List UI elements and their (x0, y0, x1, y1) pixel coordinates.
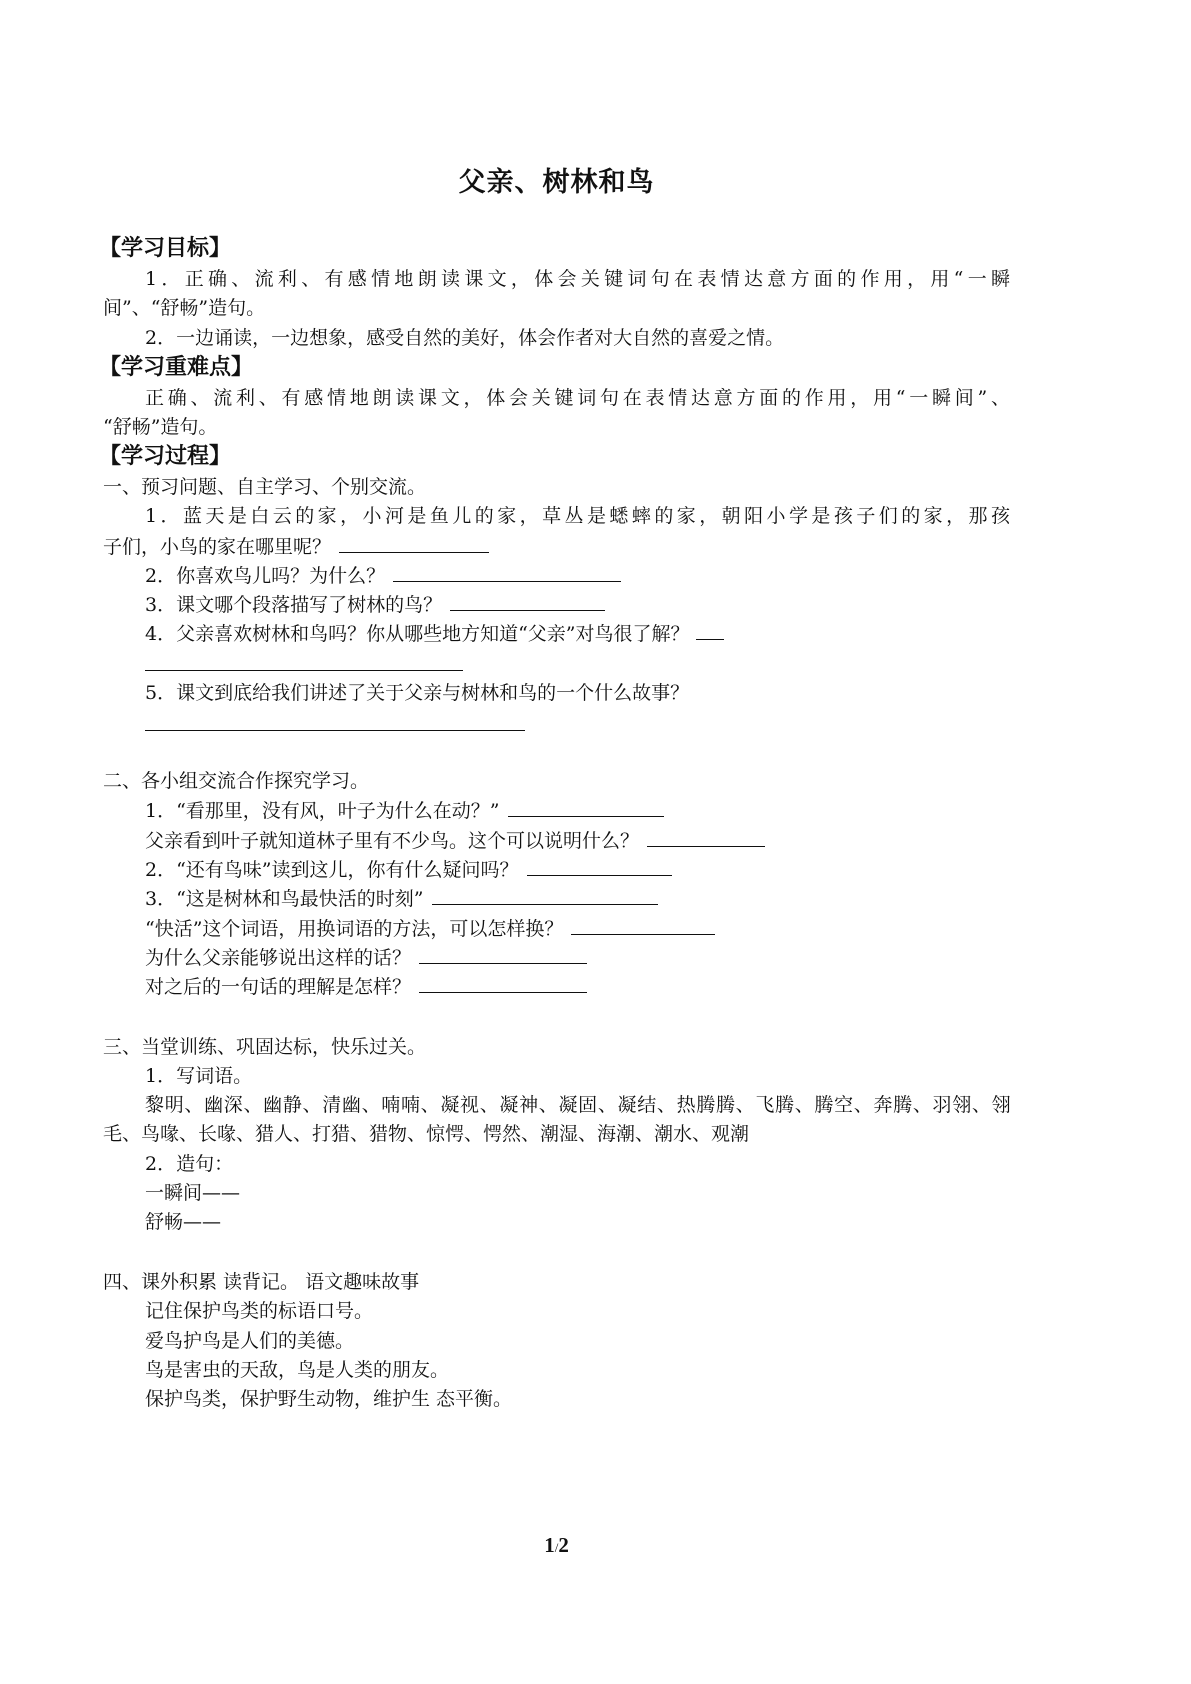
part-2-q3 (145, 884, 658, 914)
vocab-line-1: 黎明、幽深、幽静、清幽、喃喃、凝视、凝神、凝固、凝结、热腾腾、飞腾、腾空、奔腾、羽翎、翎 (145, 1094, 1010, 1116)
goal-1-line-2: 间”、“舒畅”造句。 (103, 297, 266, 319)
part-1-q4-text: 4．父亲喜欢树林和鸟吗？你从哪些地方知道“父亲”对鸟很了解？ (145, 623, 690, 645)
part-3-item-1: 1．写词语。 (145, 1065, 253, 1087)
part-2-q3c (145, 972, 587, 1002)
sentence-prompt-2: 舒畅—— (145, 1211, 222, 1233)
part-1-q3-text: 3．课文哪个段落描写了树林的鸟？ (145, 594, 443, 616)
page-separator: / (554, 1540, 559, 1555)
slogan-3: 保护鸟类，保护野生动物，维护生 态平衡。 (145, 1388, 513, 1410)
part-2-title: 二、各小组交流合作探究学习。 (103, 770, 370, 792)
goal-2: 2．一边诵读，一边想象，感受自然的美好，体会作者对大自然的喜爱之情。 (145, 327, 785, 349)
part-2-q3a (145, 914, 715, 944)
page-current: 1 (544, 1533, 555, 1557)
part-2-q1 (145, 796, 664, 826)
process-heading: 【学习过程】 (99, 444, 232, 469)
part-2-q1-text: 1．“看那里，没有风，叶子为什么在动？” (145, 800, 500, 822)
answer-blank-p2-q1[interactable] (508, 796, 664, 817)
part-3-item-2: 2．造句： (145, 1153, 234, 1175)
answer-blank-p1-q5[interactable] (145, 730, 525, 731)
part-2-q2 (145, 855, 672, 885)
part-3-title: 三、当堂训练、巩固达标，快乐过关。 (103, 1036, 427, 1058)
part-1-q1-line-2 (103, 532, 489, 562)
part-1-title: 一、预习问题、自主学习、个别交流。 (103, 476, 427, 498)
slogan-intro: 记住保护鸟类的标语口号。 (145, 1300, 374, 1322)
key-points-line-2: “舒畅”造句。 (103, 416, 218, 438)
answer-blank-p1-q3[interactable] (450, 590, 605, 611)
answer-blank-p2-q3c[interactable] (419, 972, 587, 993)
part-1-q2-text: 2．你喜欢鸟儿吗？为什么？ (145, 565, 386, 587)
part-2-q3a-text: “快活”这个词语，用换词语的方法，可以怎样换？ (145, 918, 564, 940)
key-points-line-1: 正确、流利、有感情地朗读课文，体会关键词句在表情达意方面的作用，用“一瞬间”、 (145, 387, 1010, 409)
page-number (103, 1533, 1010, 1558)
goals-heading: 【学习目标】 (99, 236, 232, 261)
part-1-q3 (145, 590, 605, 620)
slogan-2: 鸟是害虫的天敌，鸟是人类的朋友。 (145, 1359, 450, 1381)
page-total: 2 (558, 1533, 569, 1557)
answer-blank-p2-q1b[interactable] (647, 826, 765, 847)
part-2-q3c-text: 对之后的一句话的理解是怎样？ (145, 976, 412, 998)
part-4-title: 四、课外积累 读背记。 语文趣味故事 (103, 1271, 420, 1293)
part-2-q1b (145, 826, 765, 856)
part-1-q1-text: 子们，小鸟的家在哪里呢？ (103, 536, 332, 558)
part-2-q1b-text: 父亲看到叶子就知道林子里有不少鸟。这个可以说明什么？ (145, 830, 640, 852)
key-points-heading: 【学习重难点】 (99, 355, 254, 380)
sentence-prompt-1: 一瞬间—— (145, 1182, 241, 1204)
answer-blank-p1-q4[interactable] (145, 670, 463, 671)
answer-blank-p2-q3b[interactable] (419, 943, 587, 964)
answer-blank-p1-q1[interactable] (339, 532, 489, 553)
vocab-line-2: 毛、鸟喙、长喙、猎人、打猎、猎物、惊愕、愕然、潮湿、海潮、潮水、观潮 (103, 1123, 750, 1145)
answer-blank-p1-q4-start[interactable] (696, 619, 724, 640)
part-1-q5: 5．课文到底给我们讲述了关于父亲与树林和鸟的一个什么故事？ (145, 682, 690, 704)
part-1-q1-line-1: 1．蓝天是白云的家，小河是鱼儿的家，草丛是蟋蟀的家，朝阳小学是孩子们的家，那孩 (145, 505, 1010, 527)
goal-1-line-1: 1．正确、流利、有感情地朗读课文，体会关键词句在表情达意方面的作用，用“一瞬 (145, 268, 1010, 290)
part-2-q2-text: 2．“还有鸟味”读到这儿，你有什么疑问吗？ (145, 859, 519, 881)
document-title: 父亲、树林和鸟 (458, 167, 655, 198)
part-2-q3b (145, 943, 587, 973)
answer-blank-p2-q2[interactable] (527, 855, 672, 876)
part-2-q3b-text: 为什么父亲能够说出这样的话？ (145, 947, 412, 969)
part-1-q4 (145, 619, 724, 649)
part-1-q2 (145, 561, 621, 591)
answer-blank-p1-q2[interactable] (393, 561, 621, 582)
answer-blank-p2-q3a[interactable] (571, 914, 715, 935)
slogan-1: 爱鸟护鸟是人们的美德。 (145, 1330, 355, 1352)
part-2-q3-text: 3．“这是树林和鸟最快活的时刻” (145, 888, 424, 910)
answer-blank-p2-q3[interactable] (432, 884, 658, 905)
